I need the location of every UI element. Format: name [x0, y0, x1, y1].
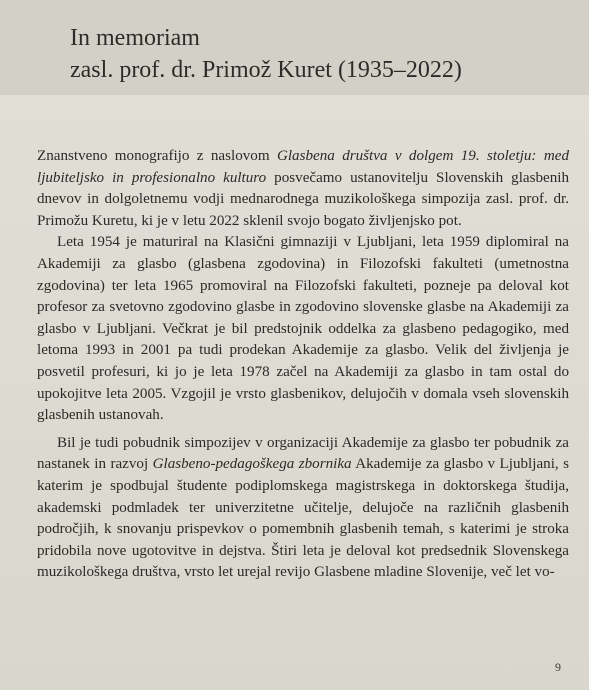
- page-title-line-1: In memoriam: [70, 25, 200, 51]
- article-body: [37, 146, 569, 584]
- paragraph-1-text-end: posvečamo ustanovitelju Slovenskih glasbenih dnevov in dolgoletnemu vodji mednarodnega muzikološkega simpozija zasl. prof. dr. Primožu Kuretu, ki je v letu 2022 sklenil svojo bogato življenjsko pot.: [37, 169, 569, 229]
- monograph-title: Glasbena društva v dolgem 19. stoletju: med ljubiteljsko in profesionalno kulturo: [37, 148, 569, 186]
- title-band: [0, 0, 589, 95]
- paragraph-2: Leta 1954 je maturiral na Klasični gimnaziji v Ljubljani, leta 1959 diplomiral na Akademiji za glasbo (glasbena zgodovina) in Filozofski fakulteti (umetnostna zgodovina) ter leta 1965 promoviral na Filozofski fakulteti, pozneje pa deloval kot profesor za svetovno zgodovino glasbe in zgodovino slovenske glasbe na Akademiji za glasbo v Ljubljani. Večkrat je bil predstojnik oddelka za glasbeno pedagogiko, med letoma 1993 in 2001 pa tudi prodekan Akademije za glasbo. Velik del življenja je posvetil profesuri, ki jo je leta 1978 začel na Akademiji za glasbo in tam ostal do upokojitve leta 2005. Vzgojil je vrsto glasbenikov, delujočih v domala vseh slovenskih glasbenih ustanovah.: [37, 234, 569, 424]
- journal-title: Glasbeno-pedagoškega zbornika: [152, 456, 352, 473]
- paragraph-1: [37, 146, 569, 232]
- paragraph-3: [37, 433, 569, 584]
- page-title-line-2: zasl. prof. dr. Primož Kuret (1935–2022): [70, 57, 462, 83]
- paragraph-3-text-end: Akademije za glasbo v Ljubljani, s katerim je spodbujal študente podiplomskega magistrskega in doktorskega študija, akademski podmladek ter univerzitetne učitelje, delujoče na različnih glasbenih področjih, k snovanju prispevkov o pomembnih glasbenih temah, s katerimi je stroka pridobila nove ugotovitve in dejstva. Štiri leta je deloval kot predsednik Slovenskega muzikološkega društva, vrsto let urejal revijo Glasbene mladine Slovenije, več let vo-: [37, 456, 569, 581]
- page-number: 9: [555, 660, 561, 674]
- paragraph-1-text-start: Znanstveno monografijo z naslovom: [37, 148, 277, 164]
- paragraph-3-text-start: Bil je tudi pobudnik simpozijev v organizaciji Akademije za glasbo ter pobudnik za nastanek in razvoj: [37, 434, 569, 473]
